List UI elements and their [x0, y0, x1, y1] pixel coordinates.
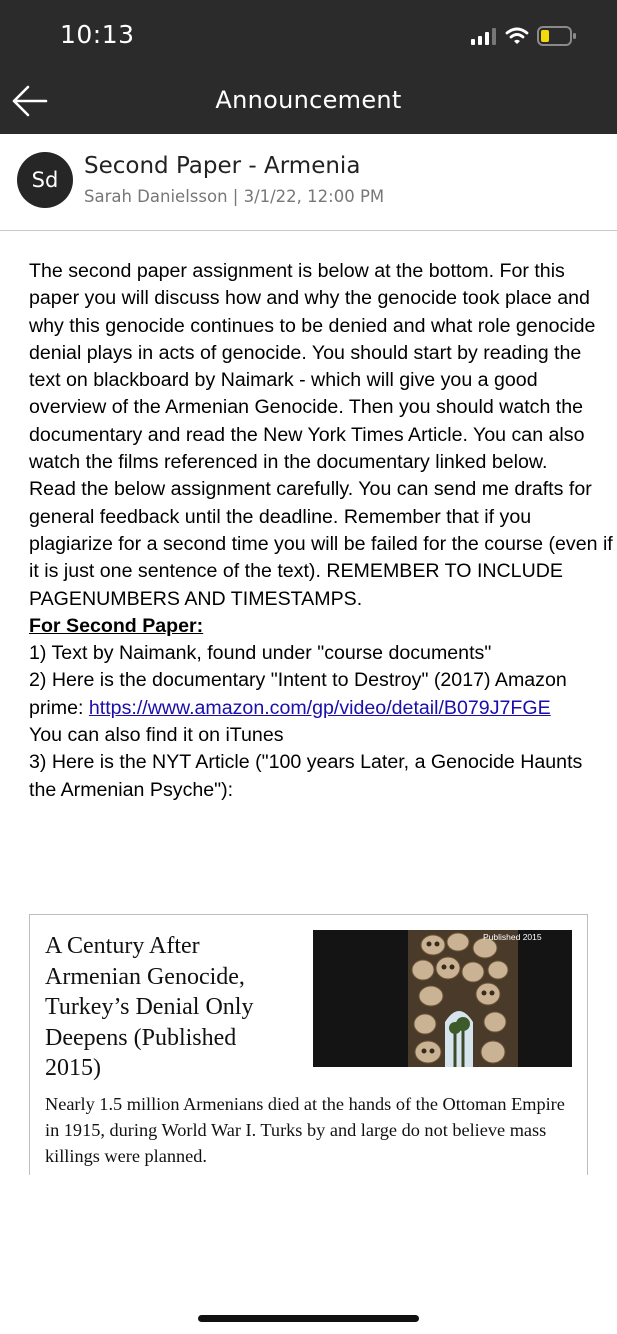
page-title: Announcement: [215, 86, 402, 114]
status-icons: [471, 22, 577, 50]
prime-prefix: prime:: [29, 696, 89, 719]
body-paragraph-instructions: Read the below assignment carefully. You can send me drafts for general feedback until the deadline. Remember that if you plagiarize for a second time you will be failed for the course (even if it is just one sentence of the text). REMEMBER TO INCLUDE PAGENUMBERS AND TIMESTAMPS.: [29, 478, 613, 610]
announcement-meta: Sarah Danielsson | 3/1/22, 12:00 PM: [84, 187, 385, 206]
home-indicator[interactable]: [198, 1315, 419, 1322]
amazon-prime-line: [29, 695, 614, 722]
announcement-title: Second Paper - Armenia: [84, 153, 361, 179]
signal-icon: [471, 27, 497, 45]
announcement-header: [0, 134, 617, 231]
status-bar: [0, 0, 617, 70]
nav-bar: [0, 70, 617, 134]
article-preview-card[interactable]: [29, 914, 588, 1175]
thumbnail-badge: Published 2015: [483, 932, 542, 942]
battery-icon: [537, 25, 577, 47]
itunes-note: You can also find it on iTunes: [29, 724, 284, 747]
body-paragraph-intro: The second paper assignment is below at the bottom. For this paper you will discuss how and why the genocide took place and why this genocide continues to be denied and what role genocide denial plays in acts of genocide. You should start by reading the text on blackboard by Naimark - which will give you a good overview of the Armenian Genocide. Then you should watch the documentary and read the New York Times Article. You can also watch the films referenced in the documentary linked below.: [29, 260, 596, 474]
assignment-item-3: 3) Here is the NYT Article ("100 years Later, a Genocide Haunts the Armenian Psyche"):: [29, 751, 583, 801]
article-thumbnail: [313, 930, 572, 1067]
assignment-item-2: 2) Here is the documentary "Intent to Destroy" (2017) Amazon: [29, 669, 567, 692]
amazon-link[interactable]: https://www.amazon.com/gp/video/detail/B079J7FGE: [88, 696, 551, 719]
announcement-body: [29, 258, 614, 804]
article-preview-title: A Century After Armenian Genocide, Turkey’s Denial Only Deepens (Published 2015): [45, 933, 254, 1081]
article-preview-description: Nearly 1.5 million Armenians died at the hands of the Ottoman Empire in 1915, during World War I. Turks by and large do not believe mass killings were planned.: [45, 1094, 565, 1166]
wifi-icon: [505, 27, 529, 45]
avatar: Sd: [17, 152, 73, 208]
status-time: 10:13: [60, 20, 135, 49]
assignment-item-1: 1) Text by Naimank, found under "course documents": [29, 642, 492, 665]
assignment-heading: For Second Paper:: [29, 614, 204, 637]
